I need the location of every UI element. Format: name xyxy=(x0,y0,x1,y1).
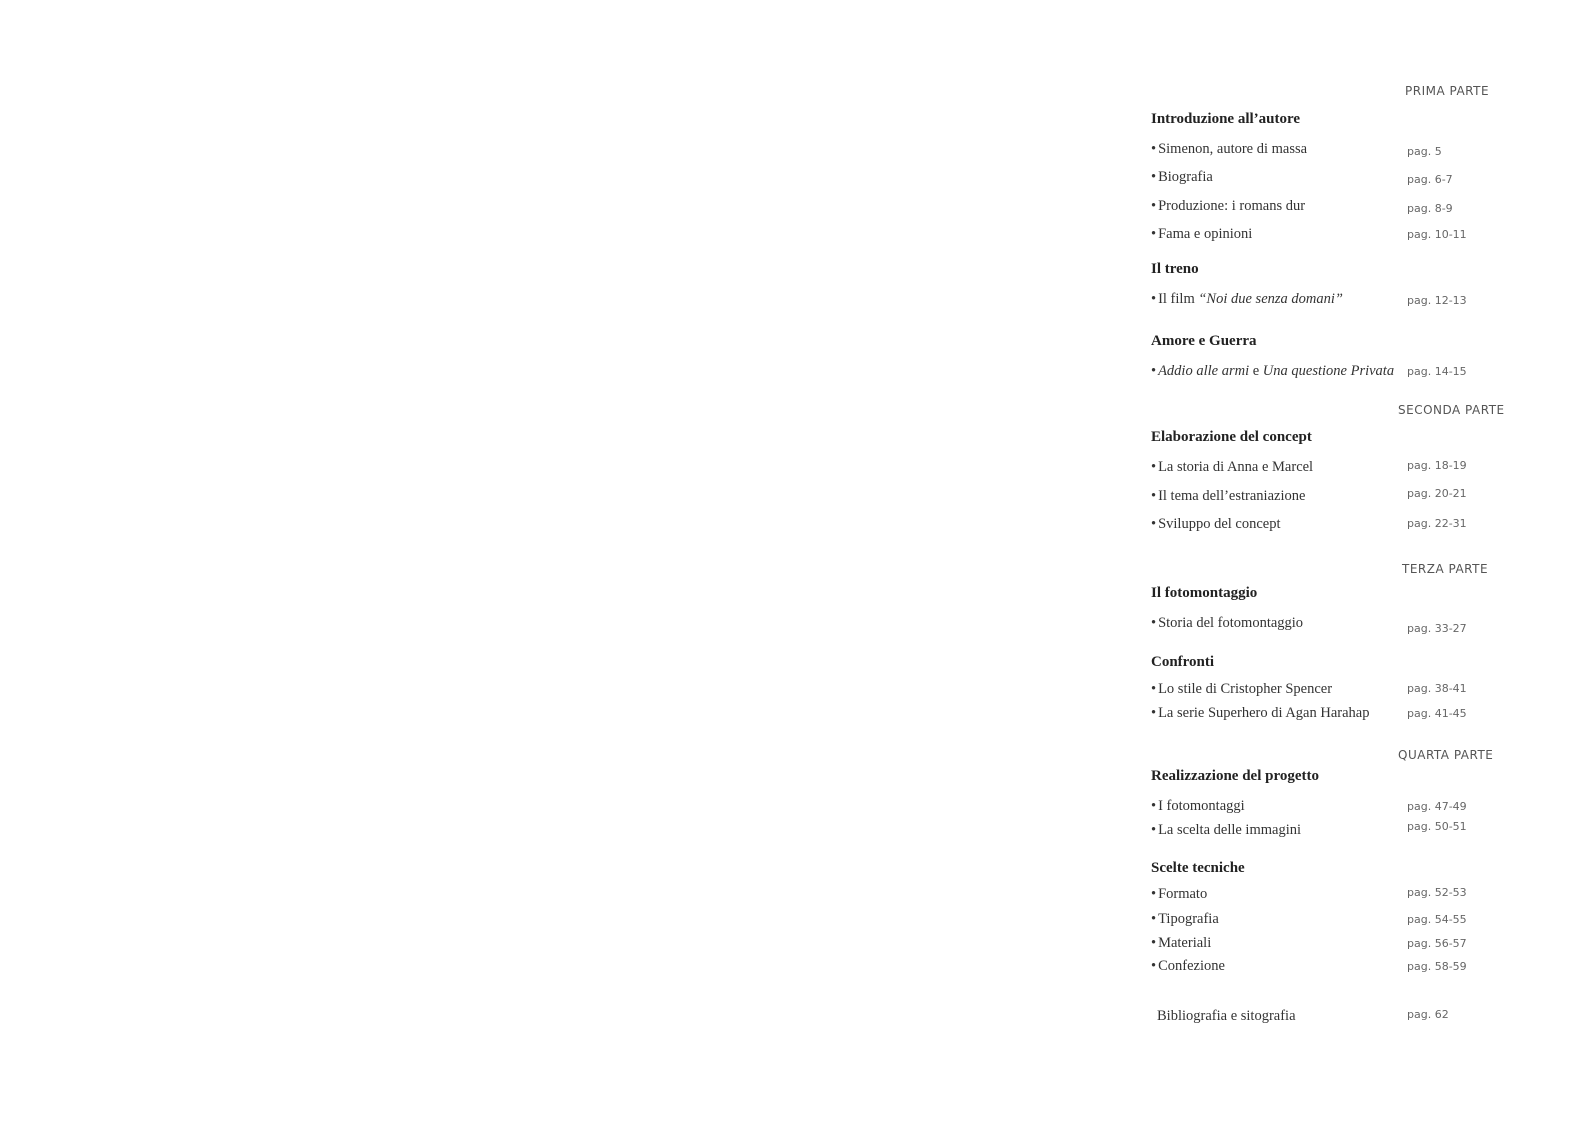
toc-item-il-film[interactable] xyxy=(1151,291,1343,308)
page-ref: pag. 47-49 xyxy=(1407,800,1467,813)
toc-item-fotomontaggi[interactable] xyxy=(1151,798,1245,815)
toc-item-label: La storia di Anna e Marcel xyxy=(1158,459,1314,475)
toc-item-label: Bibliografia e sitografia xyxy=(1157,1008,1296,1024)
bullet: • xyxy=(1151,615,1157,631)
bullet: • xyxy=(1151,291,1157,307)
section-heading-elaborazione: Elaborazione del concept xyxy=(1151,429,1312,445)
part-heading-terza: TERZA PARTE xyxy=(1402,562,1489,576)
page-ref: pag. 58-59 xyxy=(1407,960,1467,973)
toc-item-label: Tipografia xyxy=(1158,911,1219,927)
film-title: “Noi due senza domani” xyxy=(1198,291,1343,307)
toc-item-simenon[interactable] xyxy=(1151,141,1307,158)
toc-item-label: Produzione: i romans dur xyxy=(1158,198,1306,214)
toc-item-anna-marcel[interactable] xyxy=(1151,459,1313,476)
toc-item-addio-alle-armi[interactable] xyxy=(1151,363,1394,380)
toc-item-label: Formato xyxy=(1158,886,1208,902)
toc-item-label: Il film xyxy=(1158,291,1199,307)
page-ref: pag. 18-19 xyxy=(1407,459,1467,472)
bullet: • xyxy=(1151,363,1157,379)
toc-item-estraniazione[interactable] xyxy=(1151,488,1305,505)
bullet: • xyxy=(1151,169,1157,185)
page-ref: pag. 5 xyxy=(1407,145,1442,158)
toc-item-tipografia[interactable] xyxy=(1151,911,1219,928)
toc-item-label: La serie Superhero di Agan Harahap xyxy=(1158,705,1370,721)
book-title: Una questione Privata xyxy=(1262,363,1395,379)
bullet: • xyxy=(1151,798,1157,814)
page-ref: pag. 33-27 xyxy=(1407,622,1467,635)
toc-item-biografia[interactable] xyxy=(1151,169,1213,186)
toc-item-fama[interactable] xyxy=(1151,226,1252,243)
page-ref: pag. 12-13 xyxy=(1407,294,1467,307)
toc-item-cristopher-spencer[interactable] xyxy=(1151,681,1332,698)
toc-item-label: Biografia xyxy=(1158,169,1213,185)
toc-item-label: Materiali xyxy=(1158,935,1212,951)
toc-item-scelta-immagini[interactable] xyxy=(1151,822,1301,839)
bullet: • xyxy=(1151,141,1157,157)
toc-item-storia-fotomontaggio[interactable] xyxy=(1151,615,1303,632)
bullet: • xyxy=(1151,226,1157,242)
page-ref: pag. 41-45 xyxy=(1407,707,1467,720)
conjunction: e xyxy=(1249,363,1263,379)
toc-item-materiali[interactable] xyxy=(1151,935,1211,952)
section-heading-amore-guerra: Amore e Guerra xyxy=(1151,333,1257,349)
page-ref: pag. 38-41 xyxy=(1407,682,1467,695)
bullet: • xyxy=(1151,516,1157,532)
bullet: • xyxy=(1151,958,1157,974)
page-ref: pag. 10-11 xyxy=(1407,228,1467,241)
bullet: • xyxy=(1151,911,1157,927)
section-heading-il-treno: Il treno xyxy=(1151,261,1199,277)
toc-item-label: Sviluppo del concept xyxy=(1158,516,1281,532)
part-heading-prima: PRIMA PARTE xyxy=(1405,84,1490,98)
page-ref: pag. 6-7 xyxy=(1407,173,1453,186)
toc-item-label: I fotomontaggi xyxy=(1158,798,1245,814)
toc-item-agan-harahap[interactable] xyxy=(1151,705,1369,722)
toc-item-produzione[interactable] xyxy=(1151,198,1305,215)
toc-item-label: Il tema dell’estraniazione xyxy=(1158,488,1306,504)
book-title: Addio alle armi xyxy=(1158,363,1250,379)
toc-item-label: Confezione xyxy=(1158,958,1225,974)
bullet: • xyxy=(1151,935,1157,951)
section-heading-scelte-tecniche: Scelte tecniche xyxy=(1151,860,1245,876)
section-heading-confronti: Confronti xyxy=(1151,654,1215,670)
page-ref: pag. 50-51 xyxy=(1407,820,1467,833)
toc-item-label: Lo stile di Cristopher Spencer xyxy=(1158,681,1333,697)
section-heading-realizzazione: Realizzazione del progetto xyxy=(1151,768,1320,784)
toc-item-formato[interactable] xyxy=(1151,886,1207,903)
bullet: • xyxy=(1151,681,1157,697)
toc-item-sviluppo-concept[interactable] xyxy=(1151,516,1281,533)
page-ref: pag. 20-21 xyxy=(1407,487,1467,500)
page-ref: pag. 62 xyxy=(1407,1008,1449,1021)
toc-item-label: La scelta delle immagini xyxy=(1158,822,1302,838)
section-heading-introduzione: Introduzione all’autore xyxy=(1151,111,1301,127)
toc-item-label: Storia del fotomontaggio xyxy=(1158,615,1304,631)
bullet: • xyxy=(1151,198,1157,214)
bullet: • xyxy=(1151,822,1157,838)
page-ref: pag. 54-55 xyxy=(1407,913,1467,926)
part-heading-quarta: QUARTA PARTE xyxy=(1398,748,1494,762)
page-ref: pag. 52-53 xyxy=(1407,886,1467,899)
section-heading-fotomontaggio: Il fotomontaggio xyxy=(1151,585,1258,601)
page-ref: pag. 56-57 xyxy=(1407,937,1467,950)
bullet: • xyxy=(1151,488,1157,504)
bullet: • xyxy=(1151,705,1157,721)
page-ref: pag. 8-9 xyxy=(1407,202,1453,215)
toc-item-bibliografia[interactable] xyxy=(1157,1008,1296,1025)
toc-item-label: Fama e opinioni xyxy=(1158,226,1253,242)
page-ref: pag. 22-31 xyxy=(1407,517,1467,530)
page-ref: pag. 14-15 xyxy=(1407,365,1467,378)
toc-item-confezione[interactable] xyxy=(1151,958,1225,975)
bullet: • xyxy=(1151,459,1157,475)
bullet: • xyxy=(1151,886,1157,902)
part-heading-seconda: SECONDA PARTE xyxy=(1398,403,1505,417)
toc-item-label: Simenon, autore di massa xyxy=(1158,141,1308,157)
